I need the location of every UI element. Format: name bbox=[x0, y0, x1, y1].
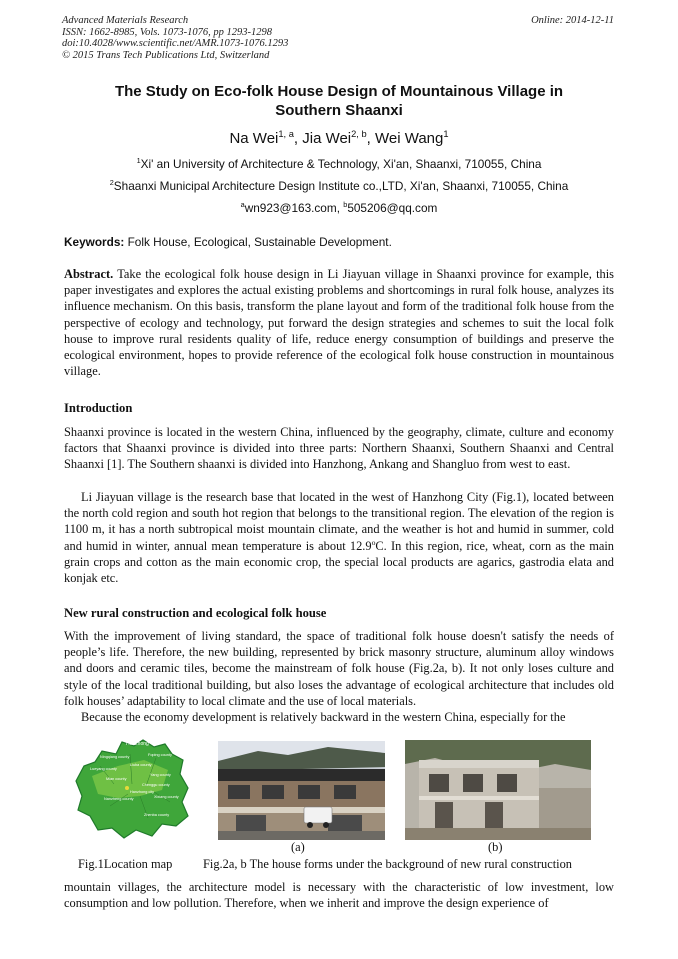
parapet bbox=[419, 760, 539, 768]
author-sup: 1, a bbox=[278, 129, 294, 139]
paper-title bbox=[70, 82, 608, 120]
title-line-1: The Study on Eco-folk House Design of Mountainous Village in bbox=[114, 83, 564, 100]
map-label: Nanzheng county bbox=[104, 797, 134, 801]
intro-paragraph-1: Shaanxi province is located in the western China, influenced by the geography, climate, culture and economy factors that Shaanxi province is divided into three parts: Northern Shaanxi, Southern Shaanxi and Central Shaanxi [1]. The Southern shaanxi is divided into Hanzhong, Ankang and Shangluo from west to east. bbox=[64, 425, 614, 472]
abstract-label: Abstract. bbox=[64, 267, 114, 281]
map-label: Hanzhong bbox=[126, 741, 149, 747]
map-label: Ningqiang county bbox=[100, 755, 130, 759]
author-name: Jia Wei bbox=[302, 130, 352, 147]
window bbox=[298, 785, 320, 799]
door bbox=[328, 815, 362, 833]
road bbox=[218, 831, 385, 840]
map-label: Foping county bbox=[148, 753, 172, 757]
title-line-2: Southern Shaanxi bbox=[275, 102, 403, 119]
window bbox=[334, 785, 356, 799]
location-map-figure bbox=[70, 736, 194, 840]
author-sup: 2, b bbox=[351, 129, 367, 139]
intro-paragraph-2: Li Jiayuan village is the research base that located in the west of Hanzhong City (Fig.1), located between the north cold region and south hot region that belongs to the transitional region. The elevation of the region is 1100 m, it has a north subtropical moist mountain climate, and the weather is hot and humid in summer, cold and humid in winter, annual mean temperature is about 12.9$^o$C. In this region, rice, wheat, corn as the main grain crops and cotton as the main economic crop, the special local products are agarics, gastrodia elata and konjak etc. bbox=[64, 490, 614, 586]
keywords-label: Keywords: bbox=[64, 235, 125, 249]
doi-line: doi:10.4028/www.scientific.net/AMR.1073-1076.1293 bbox=[62, 38, 289, 49]
hanzhong-city-marker bbox=[125, 786, 129, 790]
map-label: Xixiang county bbox=[154, 795, 179, 799]
side-building bbox=[539, 788, 591, 830]
abstract-text: Take the ecological folk house design in Li Jiayuan village in Shaanxi province for example, this paper investigates and explores the actual existing problems and shortcomings in rural folk house, analyzes its influence mechanism. On this basis, transform the plane layout and form of the traditional folk house from the perspective of ecology and technology, put forward the design strategies and schemes to suit the local folk house to improve rural residents quality of life, reduce energy consumption of buildings and preserve the ecological environment, hopes to provide reference of the ecological folk house construction in mountainous village. bbox=[64, 267, 614, 379]
affiliation-1: $^1$Xi' an University of Architecture & Technology, Xi'an, Shaanxi, 710055, China bbox=[136, 156, 542, 171]
map-label: Yang county bbox=[150, 773, 171, 777]
white-truck bbox=[304, 807, 332, 823]
window bbox=[497, 774, 517, 792]
author-emails: $^a$wn923@163.com, $^b$505206@qq.com bbox=[240, 200, 438, 215]
balcony-slab bbox=[218, 807, 385, 813]
affiliation-2: $^2$Shaanxi Municipal Architecture Design Institute co.,LTD, Xi'an, Shaanxi, 710055, China bbox=[109, 178, 569, 193]
section-heading-new-rural: New rural construction and ecological folk house bbox=[64, 606, 327, 620]
house-photo-a bbox=[218, 741, 385, 840]
roof-band bbox=[218, 769, 385, 781]
keywords-text: Folk House, Ecological, Sustainable Development. bbox=[127, 235, 392, 249]
map-label: Liuba county bbox=[130, 763, 152, 767]
issn-line: ISSN: 1662-8985, Vols. 1073-1076, pp 1293-1298 bbox=[62, 26, 272, 38]
doorway bbox=[435, 802, 453, 828]
map-label: Lueyang county bbox=[90, 767, 117, 771]
keywords bbox=[64, 235, 392, 249]
author-name: Na Wei bbox=[229, 130, 279, 147]
journal-meta bbox=[62, 15, 288, 61]
map-label: Mian county bbox=[106, 777, 127, 781]
map-label: Chenggu county bbox=[142, 783, 170, 787]
online-date: Online: 2014-12-11 bbox=[531, 15, 614, 26]
section2-paragraph-1: With the improvement of living standard, the space of traditional folk house doesn't satisfy the needs of people’s life. Therefore, the new building, represented by brick masonry structure, aluminum alloy windows and doors and ceramic tiles, become the mainstream of folk house (Fig.2a, b). It not only loses culture and style of the local traditional building, but also loses the advantage of ecological architecture that includes old folk houses’ adaptability to local climate and the use of local materials. bbox=[64, 629, 614, 708]
journal-name: Advanced Materials Research bbox=[62, 15, 189, 26]
house-photo-b bbox=[405, 740, 591, 840]
floor-slab bbox=[419, 796, 539, 800]
map-label: Hanzhong city bbox=[130, 790, 155, 794]
window bbox=[262, 785, 284, 799]
author-sup: 1 bbox=[443, 129, 449, 139]
window bbox=[429, 774, 449, 792]
section2-paragraph-2-continued: mountain villages, the architecture model is necessary with the characteristic of low investment, low consumption and low pollution. Therefore, when we inherit and improve the design experience of bbox=[64, 880, 614, 911]
section2-paragraph-2-start: Because the economy development is relatively backward in the western China, especially for the bbox=[81, 710, 566, 724]
fig1-caption: Fig.1Location map bbox=[78, 857, 173, 871]
section-heading-introduction: Introduction bbox=[64, 401, 133, 415]
subfigure-label-a: (a) bbox=[291, 840, 305, 854]
subfigure-label-b: (b) bbox=[488, 840, 503, 854]
fig2-caption: Fig.2a, b The house forms under the background of new rural construction bbox=[203, 857, 572, 871]
map-label: Zhenba county bbox=[144, 813, 170, 817]
window bbox=[228, 785, 250, 799]
abstract bbox=[64, 266, 614, 379]
copyright-line: © 2015 Trans Tech Publications Ltd, Switzerland bbox=[62, 49, 270, 61]
doorway bbox=[485, 802, 503, 828]
door bbox=[236, 815, 266, 833]
ground bbox=[405, 828, 591, 840]
author-list: Na Wei$^{1, a}$, Jia Wei$^{2, b}$, Wei Wang$^1$ bbox=[229, 129, 449, 147]
window bbox=[463, 774, 483, 792]
author-name: Wei Wang bbox=[375, 130, 444, 147]
